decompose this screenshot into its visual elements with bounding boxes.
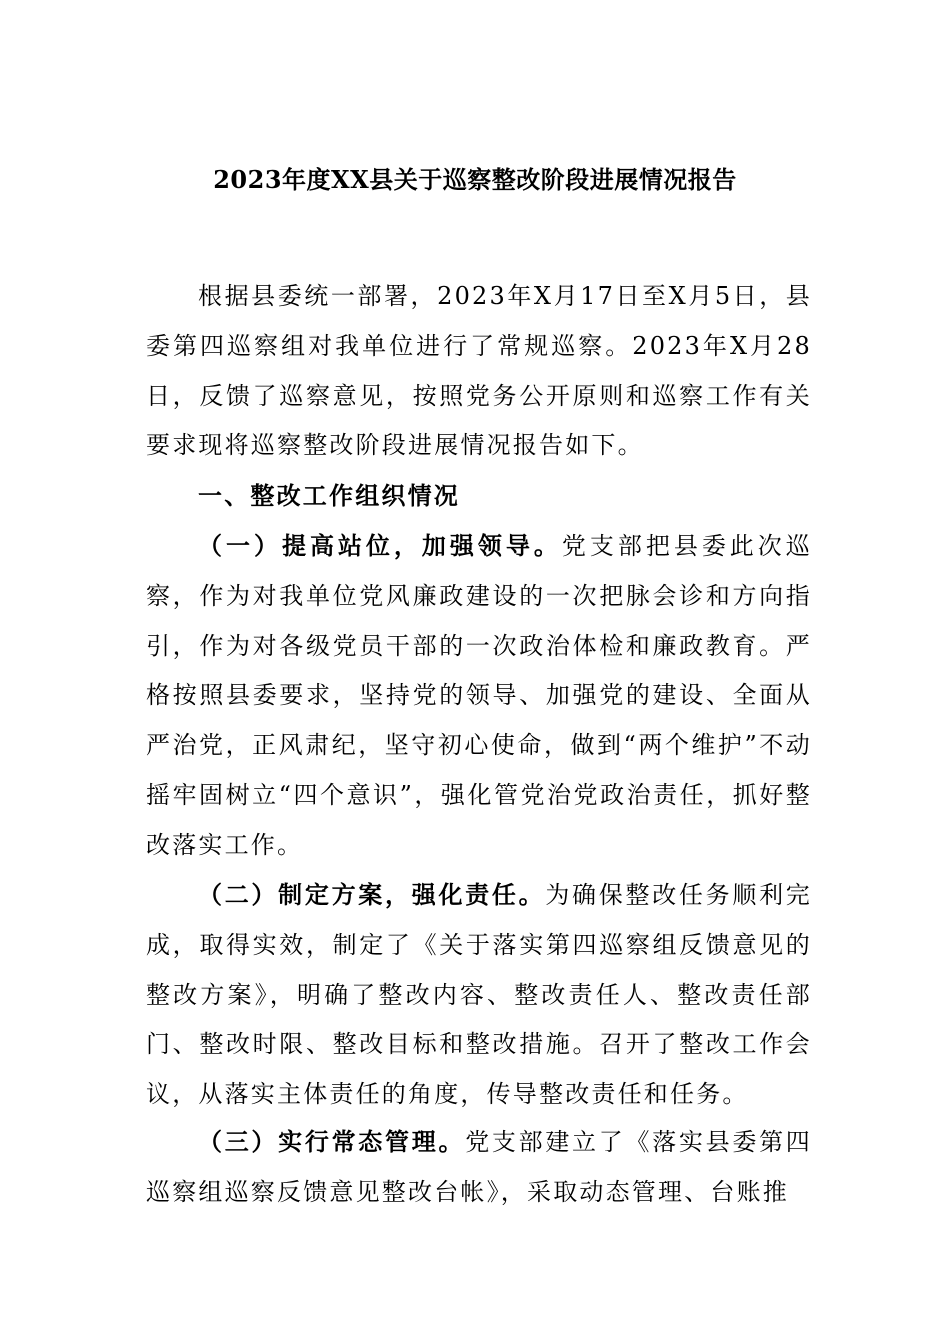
intro-paragraph: 根据县委统一部署，2023年X月17日至X月5日，县委第四巡察组对我单位进行了常规巡察。2023年X月28日，反馈了巡察意见，按照党务公开原则和巡察工作有关要求现将巡察整改阶段进展情况报告如下。 [146,282,812,460]
document-title: 2023年度XX县关于巡察整改阶段进展情况报告 [213,165,737,194]
item-lead-2: （二）制定方案，强化责任。 [198,880,546,909]
item-text-3: 党支部建立了《落实县委第四巡察组巡察反馈意见整改台帐》，采取动态管理、台账推 [146,1128,812,1206]
item-paragraph-1 [146,521,812,871]
item-lead-3: （三）实行常态管理。 [198,1127,466,1156]
item-lead-1: （一）提高站位，加强领导。 [198,531,562,560]
section-heading: 一、整改工作组织情况 [198,481,460,510]
item-text-2: 为确保整改任务顺利完成，取得实效，制定了《关于落实第四巡察组反馈意见的整改方案》，明确了整改内容、整改责任人、整改责任部门、整改时限、整改目标和整改措施。召开了整改工作会议，从落实主体责任的角度，传导整改责任和任务。 [146,881,813,1109]
item-text-1: 党支部把县委此次巡察，作为对我单位党风廉政建设的一次把脉会诊和方向指引，作为对各级党员干部的一次政治体检和廉政教育。严格按照县委要求，坚持党的领导、加强党的建设、全面从严治党，正风肃纪，坚守初心使命，做到“两个维护”不动摇牢固树立“四个意识”，强化管党治党政治责任，抓好整改落实工作。 [146,532,812,859]
item-paragraph-2 [146,870,812,1120]
item-paragraph-3 [146,1117,812,1218]
